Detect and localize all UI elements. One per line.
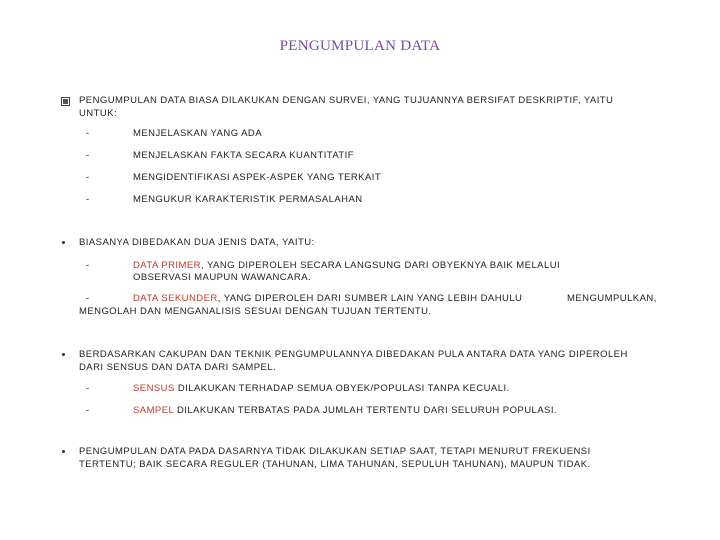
- section3-intro-line1: BERDASARKAN CAKUPAN DAN TEKNIK PENGUMPULANNYA DIBEDAKAN PULA ANTARA DATA YANG DIPEROLEH: [79, 349, 628, 360]
- dash-bullet: -: [86, 128, 90, 139]
- sampel-term: SAMPEL: [133, 405, 174, 416]
- sampel-line: [133, 404, 557, 417]
- page-title: PENGUMPULAN DATA: [279, 38, 441, 54]
- data-sekunder-desc: , YANG DIPEROLEH DARI SUMBER LAIN YANG LEBIH DAHULU: [217, 293, 523, 304]
- section1-item: MENJELASKAN YANG ADA: [133, 128, 263, 139]
- dot-bullet-icon: [62, 353, 65, 356]
- section1-item: MENJELASKAN FAKTA SECARA KUANTITATIF: [133, 150, 355, 161]
- data-sekunder-line2: MENGOLAH DAN MENGANALISIS SESUAI DENGAN TUJUAN TERTENTU.: [79, 306, 432, 317]
- data-sekunder-line1: [133, 292, 522, 305]
- section1-item: MENGUKUR KARAKTERISTIK PERMASALAHAN: [133, 194, 363, 205]
- dash-bullet: -: [86, 405, 90, 416]
- section4-line2: TERTENTU; BAIK SECARA REGULER (TAHUNAN, LIMA TAHUNAN, SEPULUH TAHUNAN), MAUPUN TIDAK.: [79, 459, 591, 470]
- data-primer-line2: OBSERVASI MAUPUN WAWANCARA.: [133, 272, 312, 283]
- dash-bullet: -: [86, 172, 90, 183]
- section2-intro: BIASANYA DIBEDAKAN DUA JENIS DATA, YAITU:: [79, 237, 315, 248]
- dash-bullet: -: [86, 383, 90, 394]
- dot-bullet-icon: [62, 450, 65, 453]
- sensus-term: SENSUS: [133, 383, 175, 394]
- section4-line1: PENGUMPULAN DATA PADA DASARNYA TIDAK DILAKUKAN SETIAP SAAT, TETAPI MENURUT FREKUENSI: [79, 446, 591, 457]
- dash-bullet: -: [86, 260, 90, 271]
- data-primer-term: DATA PRIMER: [133, 260, 201, 271]
- section1-intro-line2: UNTUK:: [79, 108, 118, 119]
- sampel-desc: DILAKUKAN TERBATAS PADA JUMLAH TERTENTU DARI SELURUH POPULASI.: [173, 405, 557, 416]
- dash-bullet: -: [86, 293, 90, 304]
- section3-intro-line2: DARI SENSUS DAN DATA DARI SAMPEL.: [79, 362, 277, 373]
- dash-bullet: -: [86, 150, 90, 161]
- dot-bullet-icon: [62, 241, 65, 244]
- sensus-line: [133, 382, 510, 395]
- section1-item: MENGIDENTIFIKASI ASPEK-ASPEK YANG TERKAIT: [133, 172, 382, 183]
- data-primer-desc: , YANG DIPEROLEH SECARA LANGSUNG DARI OBYEKNYA BAIK MELALUI: [200, 260, 561, 271]
- data-sekunder-tail: MENGUMPULKAN,: [567, 293, 657, 304]
- section1-intro-line1: PENGUMPULAN DATA BIASA DILAKUKAN DENGAN SURVEI, YANG TUJUANNYA BERSIFAT DESKRIPTIF, YAITU: [79, 95, 614, 106]
- dash-bullet: -: [86, 194, 90, 205]
- sensus-desc: DILAKUKAN TERHADAP SEMUA OBYEK/POPULASI TANPA KECUALI.: [174, 383, 510, 394]
- data-sekunder-term: DATA SEKUNDER: [133, 293, 218, 304]
- square-bullet-icon: [61, 97, 70, 106]
